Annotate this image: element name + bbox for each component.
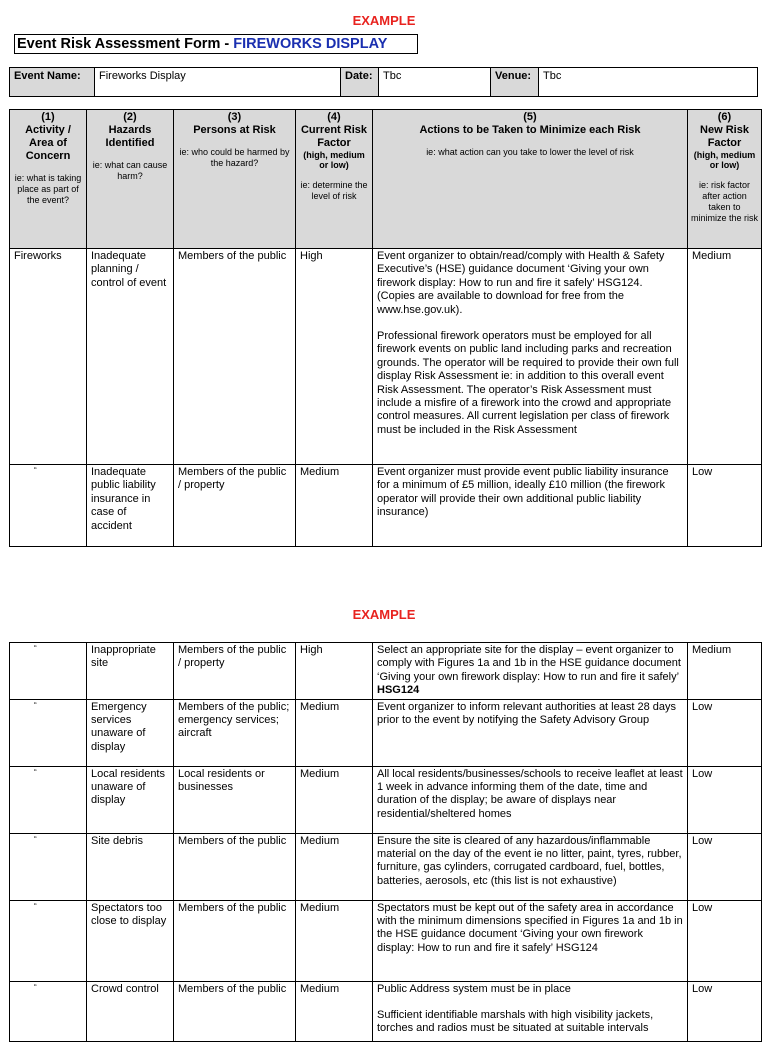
table-row: [10, 249, 762, 465]
actions-cell: Event organizer to obtain/read/comply with Health & Safety Executive’s (HSE) guidance document ‘Giving your own firework display: How to run and fire it safely’ HSG124. (Copies are available to download for free from the www.hse.gov.uk). Professional firework operators must be employed for all firework events on public land including parks and recreation grounds. The operator will be required to provide their own full display Risk Assessment ie: in addition to this overall event Risk Assessment. The operator’s Risk Assessment must include a misfire of a firework into the crowd and appropriate control measures. All current legislation per class of firework must be included in the Risk Assessment: [373, 249, 688, 465]
date-value[interactable]: Tbc: [379, 68, 491, 97]
col-header-activity: (1) Activity / Area of Concern ie: what is taking place as part of the event?: [10, 110, 87, 249]
actions-cell: Event organizer to inform relevant authorities at least 28 days prior to the event by notifying the Safety Advisory Group: [373, 699, 688, 766]
new-risk-cell: Low: [688, 699, 762, 766]
venue-label: Venue:: [491, 68, 539, 97]
new-risk-cell: Low: [688, 900, 762, 981]
persons-cell: Members of the public; emergency services; aircraft: [174, 699, 296, 766]
hazard-cell: Spectators too close to display: [87, 900, 174, 981]
hazard-cell: Emergency services unaware of display: [87, 699, 174, 766]
table-row: [10, 900, 762, 981]
persons-cell: Members of the public: [174, 249, 296, 465]
current-risk-cell: Medium: [296, 766, 373, 833]
form-title: [14, 34, 418, 54]
form-title-prefix: Event Risk Assessment Form -: [17, 36, 234, 52]
activity-cell: “: [10, 643, 87, 700]
new-risk-cell: Low: [688, 833, 762, 900]
new-risk-cell: Medium: [688, 249, 762, 465]
event-name-value[interactable]: Fireworks Display: [95, 68, 341, 97]
current-risk-cell: Medium: [296, 833, 373, 900]
activity-cell: “: [10, 766, 87, 833]
risk-table-page2: [9, 642, 762, 1042]
hazard-cell: Site debris: [87, 833, 174, 900]
actions-cell: Select an appropriate site for the display – event organizer to comply with Figures 1a and 1b in the HSE guidance document ‘Giving your own firework display: How to run and fire it safely’ HSG124: [373, 643, 688, 700]
table-row: [10, 766, 762, 833]
table-row: [10, 465, 762, 547]
table-row: [10, 981, 762, 1041]
current-risk-cell: Medium: [296, 465, 373, 547]
hazard-cell: Crowd control: [87, 981, 174, 1041]
col-header-new-risk: (6) New Risk Factor (high, medium or low) ie: risk factor after action taken to minimize the risk: [688, 110, 762, 249]
example-label-bottom: EXAMPLE: [352, 607, 416, 622]
activity-cell: “: [10, 900, 87, 981]
col-header-current-risk: (4) Current Risk Factor (high, medium or low) ie: determine the level of risk: [296, 110, 373, 249]
hazard-cell: Inadequate planning / control of event: [87, 249, 174, 465]
current-risk-cell: High: [296, 643, 373, 700]
persons-cell: Local residents or businesses: [174, 766, 296, 833]
actions-cell: Public Address system must be in place Sufficient identifiable marshals with high visibility jackets, torches and radios must be situated at suitable intervals: [373, 981, 688, 1041]
activity-cell: Fireworks: [10, 249, 87, 465]
new-risk-cell: Medium: [688, 643, 762, 700]
col-header-hazards: (2) Hazards Identified ie: what can cause harm?: [87, 110, 174, 249]
date-label: Date:: [341, 68, 379, 97]
current-risk-cell: Medium: [296, 900, 373, 981]
persons-cell: Members of the public / property: [174, 643, 296, 700]
col-header-actions: (5) Actions to be Taken to Minimize each Risk ie: what action can you take to lower the level of risk: [373, 110, 688, 249]
venue-value[interactable]: Tbc: [539, 68, 758, 97]
actions-cell: All local residents/businesses/schools to receive leaflet at least 1 week in advance informing them of the date, time and duration of the display; be aware of displays near residential/sheltered homes: [373, 766, 688, 833]
new-risk-cell: Low: [688, 981, 762, 1041]
activity-cell: “: [10, 465, 87, 547]
current-risk-cell: Medium: [296, 699, 373, 766]
persons-cell: Members of the public: [174, 833, 296, 900]
col-header-persons: (3) Persons at Risk ie: who could be harmed by the hazard?: [174, 110, 296, 249]
new-risk-cell: Low: [688, 766, 762, 833]
event-name-label: Event Name:: [10, 68, 95, 97]
hazard-cell: Inappropriate site: [87, 643, 174, 700]
actions-cell: Spectators must be kept out of the safety area in accordance with the minimum dimensions specified in Figures 1a and 1b in the HSE guidance document ‘Giving your own firework display: How to run and fire it safely’ HSG124: [373, 900, 688, 981]
table-row: [10, 833, 762, 900]
form-title-highlight: FIREWORKS DISPLAY: [233, 36, 388, 52]
current-risk-cell: Medium: [296, 981, 373, 1041]
hazard-cell: Inadequate public liability insurance in case of accident: [87, 465, 174, 547]
new-risk-cell: Low: [688, 465, 762, 547]
actions-cell: Ensure the site is cleared of any hazardous/inflammable material on the day of the event ie no litter, paint, tyres, rubber, furniture, gas cylinders, corrugated cardboard, fuel, bottles, batteries, aerosols, etc (this list is not exhaustive): [373, 833, 688, 900]
table-row: [10, 699, 762, 766]
persons-cell: Members of the public / property: [174, 465, 296, 547]
activity-cell: “: [10, 981, 87, 1041]
activity-cell: “: [10, 833, 87, 900]
risk-table-page1: [9, 109, 762, 547]
persons-cell: Members of the public: [174, 981, 296, 1041]
hazard-cell: Local residents unaware of display: [87, 766, 174, 833]
activity-cell: “: [10, 699, 87, 766]
event-info-table: [9, 67, 758, 97]
current-risk-cell: High: [296, 249, 373, 465]
example-label-top: EXAMPLE: [352, 13, 416, 28]
persons-cell: Members of the public: [174, 900, 296, 981]
table-row: [10, 643, 762, 700]
actions-cell: Event organizer must provide event public liability insurance for a minimum of £5 million, ideally £10 million (the firework operator will provide their own additional public liability insurance): [373, 465, 688, 547]
